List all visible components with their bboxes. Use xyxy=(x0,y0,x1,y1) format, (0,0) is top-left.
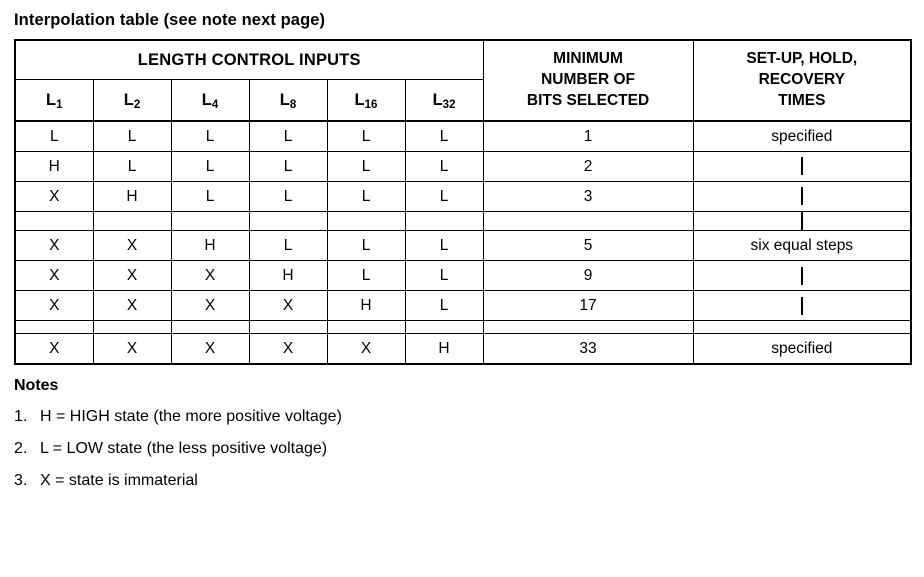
column-header-l16 xyxy=(327,80,405,122)
cell-bits: 9 xyxy=(483,261,693,291)
document-page xyxy=(0,11,924,577)
cell-l8: X xyxy=(249,334,327,365)
note-text: H = HIGH state (the more positive voltage) xyxy=(40,408,342,426)
cell-times-marker xyxy=(693,291,911,321)
table-row xyxy=(15,231,911,261)
header-minimum-line-3: BITS SELECTED xyxy=(526,91,650,109)
header-minimum-line-1: MINIMUM xyxy=(553,50,623,68)
column-header-l1-sub: 1 xyxy=(56,98,63,111)
note-text: X = state is immaterial xyxy=(40,472,198,490)
column-header-l2 xyxy=(93,80,171,122)
column-header-l4-sub: 4 xyxy=(211,98,219,111)
column-header-l1-base: L xyxy=(46,90,57,109)
column-header-l32-sub: 32 xyxy=(442,98,456,111)
header-minimum-bits xyxy=(483,40,693,121)
cell-l8: H xyxy=(249,261,327,291)
header-minimum-line-2: NUMBER OF xyxy=(541,71,635,89)
header-length-control-inputs: LENGTH CONTROL INPUTS xyxy=(15,40,483,80)
table-head xyxy=(15,40,911,121)
column-header-l4-base: L xyxy=(201,90,212,109)
cell-times: six equal steps xyxy=(693,231,911,261)
cell-l1: H xyxy=(15,152,93,182)
spacer-cell xyxy=(93,212,171,231)
spacer-cell xyxy=(15,212,93,231)
list-item xyxy=(14,401,924,433)
column-header-l16-sub: 16 xyxy=(364,98,378,111)
cell-l32: L xyxy=(405,121,483,152)
cell-l2: H xyxy=(93,182,171,212)
table-row xyxy=(15,182,911,212)
cell-l32: L xyxy=(405,291,483,321)
table-row xyxy=(15,152,911,182)
cell-l16: L xyxy=(327,182,405,212)
cell-l2: X xyxy=(93,261,171,291)
column-header-l2-base: L xyxy=(123,90,134,109)
spacer-cell-times xyxy=(693,212,911,231)
cell-times-marker xyxy=(693,152,911,182)
cell-l1: X xyxy=(15,182,93,212)
cell-times: specified xyxy=(693,121,911,152)
cell-l2: L xyxy=(93,121,171,152)
cell-bits: 3 xyxy=(483,182,693,212)
vertical-bar-icon xyxy=(801,297,803,315)
cell-bits: 33 xyxy=(483,334,693,365)
cell-l8: L xyxy=(249,121,327,152)
spacer-cell xyxy=(249,321,327,334)
cell-l2: X xyxy=(93,231,171,261)
table-row xyxy=(15,261,911,291)
column-header-l8 xyxy=(249,80,327,122)
spacer-cell xyxy=(405,212,483,231)
table-row-spacer xyxy=(15,212,911,231)
spacer-cell xyxy=(171,321,249,334)
cell-l16: L xyxy=(327,231,405,261)
cell-l16: L xyxy=(327,152,405,182)
column-header-l8-base: L xyxy=(279,90,290,109)
cell-l16: L xyxy=(327,121,405,152)
table-row xyxy=(15,121,911,152)
note-number: 3. xyxy=(14,472,28,490)
cell-bits: 5 xyxy=(483,231,693,261)
vertical-bar-icon xyxy=(801,157,803,175)
cell-l1: X xyxy=(15,261,93,291)
note-number: 1. xyxy=(14,408,28,426)
column-header-l4 xyxy=(171,80,249,122)
cell-times-marker xyxy=(693,261,911,291)
column-header-l32 xyxy=(405,80,483,122)
table-row xyxy=(15,291,911,321)
cell-l8: L xyxy=(249,231,327,261)
notes-title: Notes xyxy=(14,377,59,395)
interpolation-table-wrapper xyxy=(14,39,910,365)
cell-times-marker xyxy=(693,182,911,212)
cell-l16: L xyxy=(327,261,405,291)
spacer-cell xyxy=(405,321,483,334)
table-caption: Interpolation table (see note next page) xyxy=(14,11,326,29)
vertical-bar-icon xyxy=(801,187,803,205)
column-header-l16-base: L xyxy=(354,90,365,109)
list-item xyxy=(14,465,924,497)
table-row-spacer xyxy=(15,321,911,334)
spacer-cell xyxy=(483,321,693,334)
note-number: 2. xyxy=(14,440,28,458)
cell-l1: X xyxy=(15,291,93,321)
cell-l16: H xyxy=(327,291,405,321)
column-header-l32-base: L xyxy=(432,90,443,109)
table-row xyxy=(15,334,911,365)
vertical-bar-icon xyxy=(801,267,803,285)
cell-l8: L xyxy=(249,182,327,212)
cell-l4: L xyxy=(171,121,249,152)
cell-l4: L xyxy=(171,152,249,182)
note-text: L = LOW state (the less positive voltage) xyxy=(40,440,328,458)
cell-l16: X xyxy=(327,334,405,365)
spacer-cell-times xyxy=(693,321,911,334)
cell-l32: L xyxy=(405,182,483,212)
cell-l1: X xyxy=(15,231,93,261)
cell-l2: X xyxy=(93,291,171,321)
cell-bits: 2 xyxy=(483,152,693,182)
cell-bits: 17 xyxy=(483,291,693,321)
cell-l32: L xyxy=(405,152,483,182)
header-setup-line-3: TIMES xyxy=(778,91,826,109)
cell-l8: X xyxy=(249,291,327,321)
column-header-l8-sub: 8 xyxy=(289,98,297,111)
cell-l2: L xyxy=(93,152,171,182)
cell-l8: L xyxy=(249,152,327,182)
spacer-cell xyxy=(171,212,249,231)
header-setup-hold-recovery xyxy=(693,40,911,121)
cell-l32: L xyxy=(405,231,483,261)
spacer-cell xyxy=(93,321,171,334)
interpolation-table xyxy=(14,39,912,365)
column-header-l1 xyxy=(15,80,93,122)
cell-l4: X xyxy=(171,334,249,365)
cell-l1: X xyxy=(15,334,93,365)
spacer-cell xyxy=(15,321,93,334)
spacer-cell xyxy=(249,212,327,231)
header-setup-line-1: SET-UP, HOLD, xyxy=(746,50,858,68)
cell-l32: H xyxy=(405,334,483,365)
spacer-cell xyxy=(483,212,693,231)
cell-l4: X xyxy=(171,291,249,321)
notes-list xyxy=(0,401,924,497)
cell-l1: L xyxy=(15,121,93,152)
list-item xyxy=(14,433,924,465)
vertical-bar-icon xyxy=(801,212,803,230)
table-body xyxy=(15,121,911,364)
spacer-cell xyxy=(327,212,405,231)
cell-bits: 1 xyxy=(483,121,693,152)
header-setup-line-2: RECOVERY xyxy=(758,71,845,89)
cell-l32: L xyxy=(405,261,483,291)
cell-l2: X xyxy=(93,334,171,365)
cell-l4: H xyxy=(171,231,249,261)
column-header-l2-sub: 2 xyxy=(133,98,141,111)
cell-times: specified xyxy=(693,334,911,365)
spacer-cell xyxy=(327,321,405,334)
cell-l4: L xyxy=(171,182,249,212)
cell-l4: X xyxy=(171,261,249,291)
